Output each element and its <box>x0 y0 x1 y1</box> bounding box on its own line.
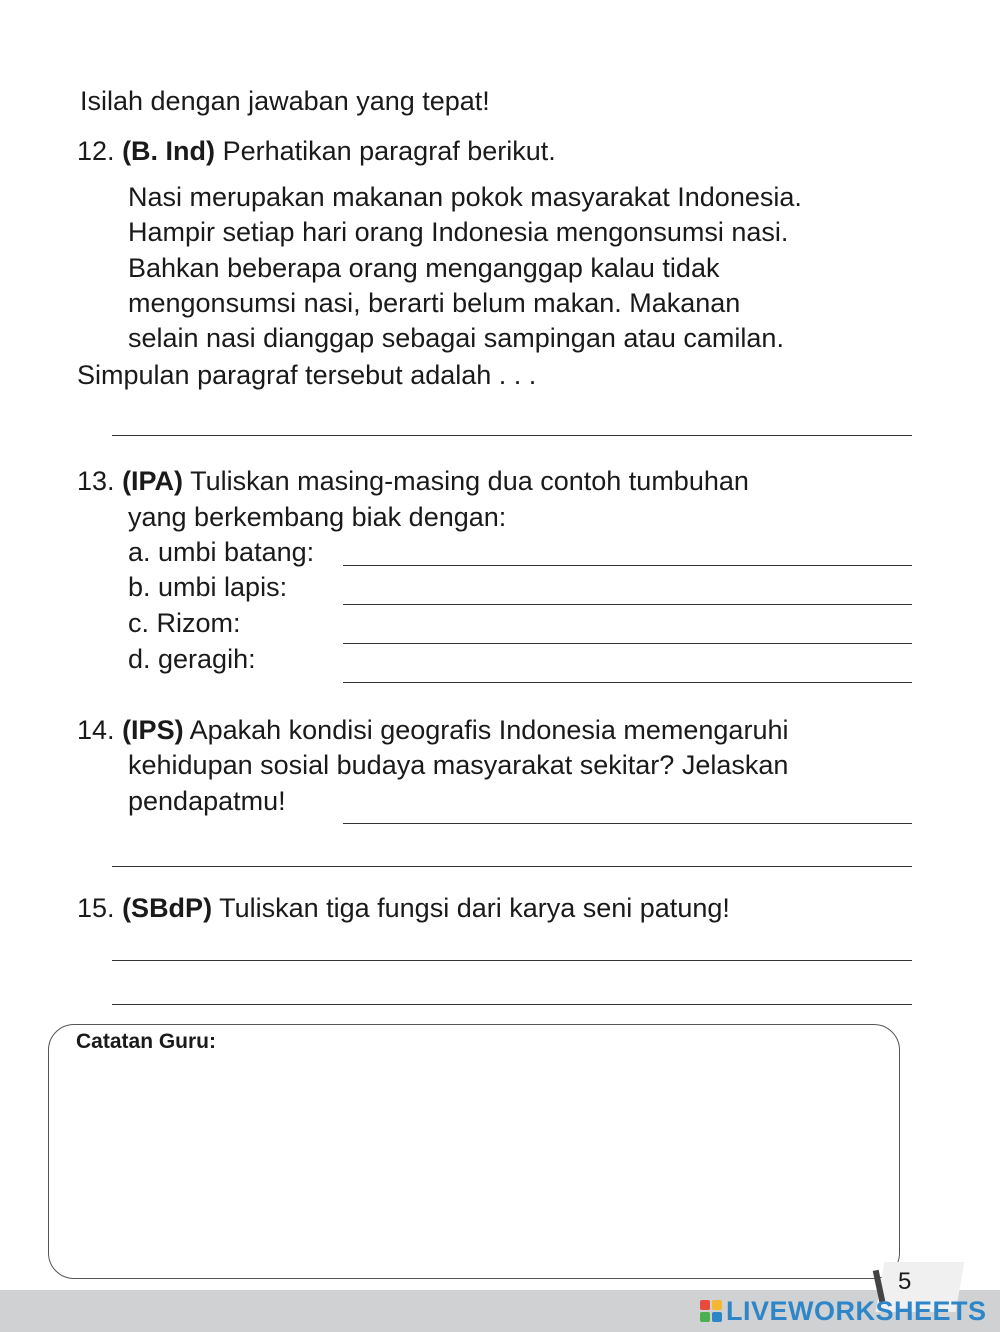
teacher-notes-box[interactable] <box>48 1024 900 1279</box>
question-15-number: 15. <box>77 893 115 923</box>
answer-line-q15-1[interactable] <box>112 960 912 961</box>
question-12-number: 12. <box>77 136 115 166</box>
liveworksheets-icon <box>700 1300 722 1322</box>
question-12-question: Simpulan paragraf tersebut adalah . . . <box>77 360 537 390</box>
instruction: Isilah dengan jawaban yang tepat! <box>80 86 490 116</box>
question-12-paragraph-line: Bahkan beberapa orang menganggap kalau tidak <box>128 253 720 283</box>
answer-line-q13-d[interactable] <box>343 682 912 683</box>
question-13-item-a: a. umbi batang: <box>128 537 315 567</box>
question-14-number: 14. <box>77 715 115 745</box>
question-13-item-b: b. umbi lapis: <box>128 572 288 602</box>
question-15-prompt: Tuliskan tiga fungsi dari karya seni patung! <box>219 893 730 923</box>
question-15-header <box>77 891 730 925</box>
answer-line-q12[interactable] <box>112 435 912 436</box>
question-14-prompt: Apakah kondisi geografis Indonesia memengaruhi <box>189 715 789 745</box>
teacher-notes-label: Catatan Guru: <box>76 1030 217 1053</box>
question-14-prompt-continued: kehidupan sosial budaya masyarakat sekitar? Jelaskan <box>128 750 789 780</box>
question-13-prompt: Tuliskan masing-masing dua contoh tumbuhan <box>190 466 749 496</box>
answer-line-q13-c[interactable] <box>343 643 912 644</box>
question-12-header <box>77 134 556 168</box>
liveworksheets-logo <box>700 1295 987 1327</box>
question-15-subject: (SBdP) <box>122 893 213 923</box>
question-14-header <box>77 713 788 747</box>
page-number: 5 <box>898 1268 912 1295</box>
question-13-prompt-continued: yang berkembang biak dengan: <box>128 502 507 532</box>
answer-line-q14-2[interactable] <box>112 866 912 867</box>
question-14-prompt-end: pendapatmu! <box>128 786 286 816</box>
question-13-item-c: c. Rizom: <box>128 608 241 638</box>
question-12-paragraph-line: mengonsumsi nasi, berarti belum makan. Makanan <box>128 288 741 318</box>
answer-line-q13-b[interactable] <box>343 604 912 605</box>
question-13-subject: (IPA) <box>122 466 184 496</box>
question-14-subject: (IPS) <box>122 715 184 745</box>
question-13-number: 13. <box>77 466 115 496</box>
question-13-header <box>77 464 749 498</box>
answer-line-q15-2[interactable] <box>112 1004 912 1005</box>
question-13-item-d: d. geragih: <box>128 644 256 674</box>
answer-line-q14-1[interactable] <box>343 823 912 824</box>
question-12-paragraph-line: selain nasi dianggap sebagai sampingan atau camilan. <box>128 323 784 353</box>
question-12-subject: (B. Ind) <box>122 136 216 166</box>
question-12-prompt: Perhatikan paragraf berikut. <box>222 136 556 166</box>
liveworksheets-brand: LIVEWORKSHEETS <box>726 1295 987 1326</box>
question-12-paragraph-line: Hampir setiap hari orang Indonesia mengonsumsi nasi. <box>128 217 789 247</box>
answer-line-q13-a[interactable] <box>343 565 912 566</box>
question-12-paragraph-line: Nasi merupakan makanan pokok masyarakat Indonesia. <box>128 182 802 212</box>
